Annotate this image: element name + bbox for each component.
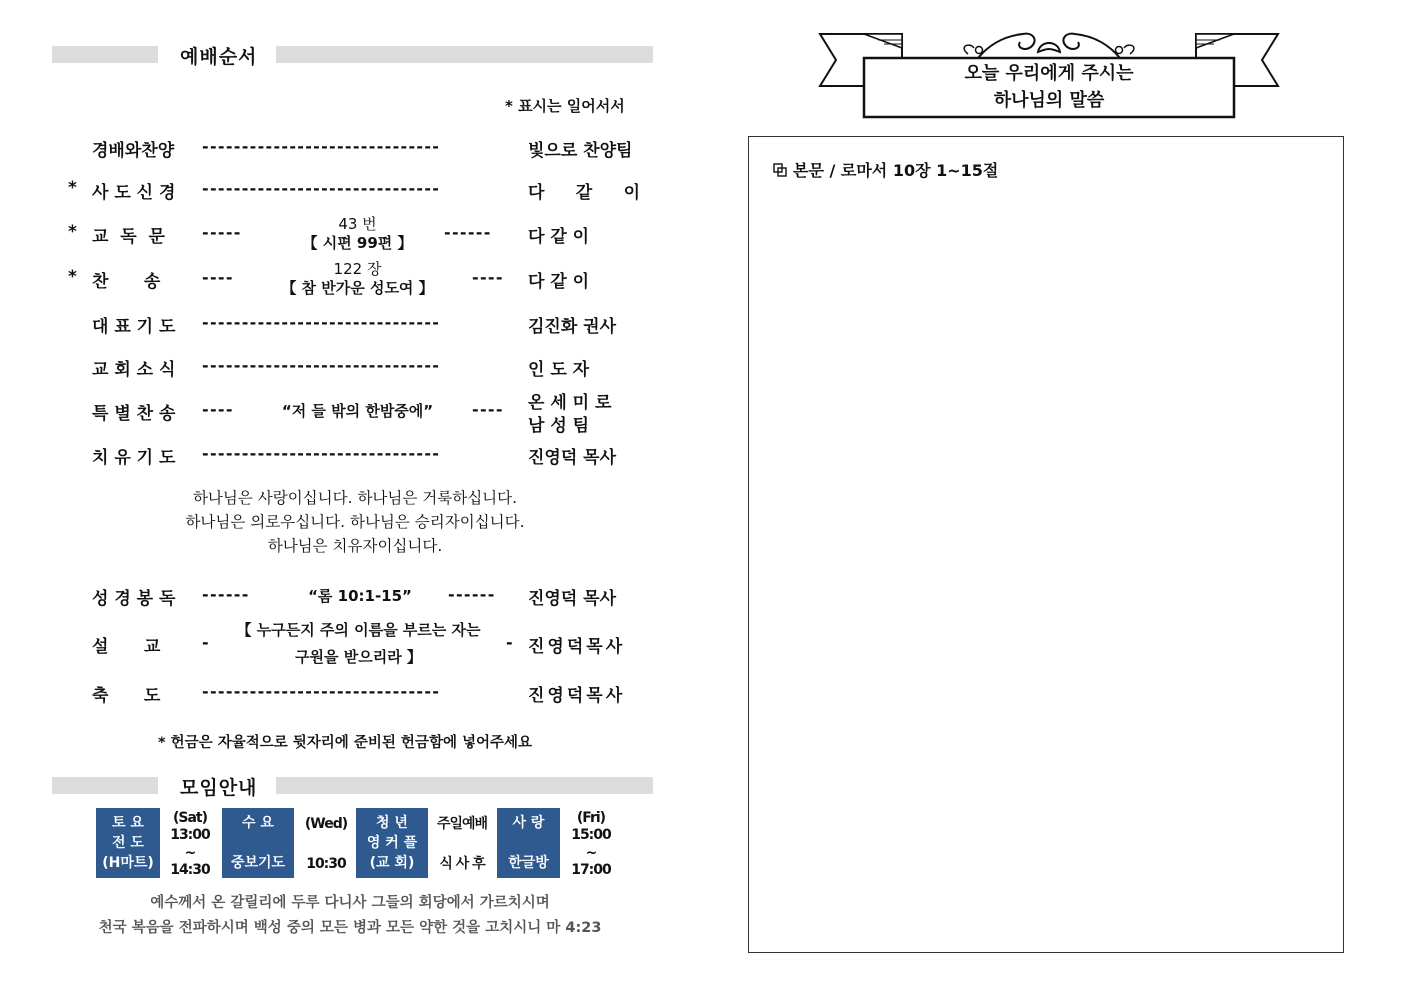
banner-line: 하나님의 말씀 [993,90,1105,111]
meeting-line: (Sat) [172,810,208,826]
order-leader: 진영덕목사 [528,686,626,706]
dash-leader: ------------------------------ [202,313,441,332]
scripture-text: 본문 / 로마서 10장 1~15절 [793,161,999,180]
order-label: 사 도 신 경 [92,183,176,203]
meeting-line: 주일예배 [436,816,488,832]
order-label: 교 독 문 [92,227,165,247]
dash-leader: ---- [472,400,504,419]
meeting-line: 15:00 [571,827,611,844]
meeting-line: (교 회) [369,855,415,871]
declaration-line: 하나님은 의로우십니다. 하나님은 승리자이십니다. [185,513,525,531]
meeting-line: (H마트) [102,855,154,871]
sermon-notes-frame [748,136,1344,953]
dash-leader: ------------------------------ [202,179,441,198]
meeting-line: 10:30 [306,856,346,872]
meetings-title: 모임안내 [180,777,258,799]
order-leader: 진영덕 목사 [528,589,617,609]
scripture-reading-ref: “롬 10:1-15” [308,587,412,605]
scripture-reference [773,158,998,181]
meeting-line: ~ [184,844,196,861]
meeting-wednesday-prayer [222,808,294,878]
responsive-reading-number: 43 번 [338,215,377,233]
order-leader: 김진화 권사 [528,317,617,337]
section-bar-left [52,777,158,794]
special-song-group: 온 세 미 로 [528,393,612,413]
dash-leader: - [202,633,210,652]
worship-order-title: 예배순서 [180,46,258,68]
standing-star: * [68,267,77,287]
dash-leader: ------------------------------ [202,356,441,375]
sermon-title-line1: 【 누구든지 주의 이름을 부르는 자는 [236,621,481,639]
dash-leader: ---- [202,268,234,287]
meeting-line: ~ [585,844,597,861]
dash-leader: ------------------------------ [202,682,441,701]
dash-leader: ---- [202,400,234,419]
order-leader: 다 같 이 [528,272,590,292]
standing-star: * [68,222,77,242]
section-bar-right [276,777,653,794]
dash-leader: ---- [472,268,504,287]
meeting-korean-class [497,808,560,878]
dash-leader: ----- [202,223,242,242]
meeting-line: 17:00 [571,861,611,878]
dash-leader: ------ [444,223,492,242]
special-song-team: 남 성 팀 [528,416,590,436]
order-label: 교 회 소 식 [92,360,176,380]
order-leader: 진영덕목사 [528,637,626,657]
meeting-line: (Fri) [576,810,606,826]
meeting-line: 한글방 [508,855,549,871]
meeting-line: 수 요 [242,815,274,831]
offering-note: * 헌금은 자율적으로 뒷자리에 준비된 헌금함에 넣어주세요 [158,735,533,751]
meeting-line: 토 요 [112,815,144,831]
order-label: 치 유 기 도 [92,448,176,468]
hymn-number: 122 장 [333,260,382,278]
responsive-reading-title: 【 시편 99편 】 [302,234,413,252]
meeting-line: 14:30 [170,861,210,878]
meeting-young-couples [356,808,428,878]
order-label: 설 교 [92,637,161,657]
standing-star: * [68,178,77,198]
order-label: 특 별 찬 송 [92,404,176,424]
meeting-saturday-evangelism [96,808,160,878]
meeting-line: (Wed) [304,816,348,832]
order-label: 찬 송 [92,272,161,292]
dash-leader: ------------------------------ [202,137,441,156]
order-label: 대 표 기 도 [92,317,176,337]
order-leader-char: 다 [528,183,545,203]
order-leader-char: 이 [623,183,640,203]
meeting-line: 식 사 후 [439,856,485,872]
order-label: 축 도 [92,686,161,706]
dash-leader: ------ [448,585,496,604]
order-label: 성 경 봉 독 [92,589,176,609]
meeting-line: 13:00 [170,827,210,844]
declaration-line: 하나님은 사랑이십니다. 하나님은 거룩하십니다. [192,489,518,507]
special-song-title: “저 들 밖의 한밤중에” [281,402,434,420]
order-leader-char: 같 [575,183,593,203]
order-leader: 진영덕 목사 [528,448,617,468]
banner-line: 오늘 우리에게 주시는 [964,63,1134,84]
meeting-line: 청 년 [376,815,408,831]
meeting-line: 중보기도 [230,855,286,871]
bible-verse-line2: 천국 복음을 전파하시며 백성 중의 모든 병과 모든 약한 것을 고치시니 마 4:23 [98,920,602,936]
square-book-icon [773,163,787,177]
order-leader: 인 도 자 [528,360,590,380]
dash-leader: - [506,633,514,652]
section-bar-left [52,46,158,63]
sermon-title-line2: 구원을 받으리라 】 [295,648,422,666]
dash-leader: ------ [202,585,250,604]
section-bar-right [276,46,653,63]
meeting-line: 사 랑 [512,815,545,831]
meeting-wednesday-time [300,816,352,872]
meeting-sunday-time [430,816,494,872]
standing-note: * 표시는 일어서서 [505,97,625,115]
declaration-text [110,486,600,558]
meeting-line: 전 도 [112,835,144,851]
hymn-title: 【 참 반가운 성도여 】 [281,279,434,297]
meeting-line: 영 커 플 [366,835,418,851]
declaration-line: 하나님은 치유자이십니다. [267,537,443,555]
bible-verse-line1: 예수께서 온 갈릴리에 두루 다니사 그들의 회당에서 가르치시며 [150,895,550,911]
order-leader [528,178,640,203]
dash-leader: ------------------------------ [202,444,441,463]
order-leader: 빛으로 찬양팀 [528,141,633,161]
meeting-saturday-time [164,810,216,878]
meeting-friday-time [566,810,616,878]
order-leader: 다 같 이 [528,227,590,247]
order-label: 경배와찬양 [92,141,175,161]
banner-title [864,60,1234,114]
